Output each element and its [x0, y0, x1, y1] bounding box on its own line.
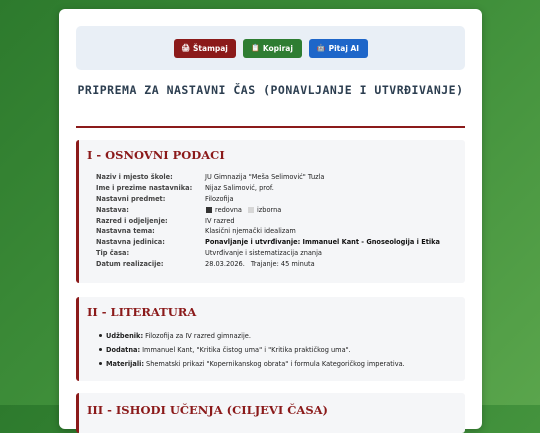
info-label: Nastavna jedinica:	[96, 238, 165, 247]
list-item	[106, 343, 461, 357]
info-row	[96, 194, 456, 205]
item-label: Udžbenik:	[106, 332, 144, 340]
page-title: PRIPREMA ZA NASTAVNI ČAS (PONAVLJANJE I UTVRĐIVANJE)	[77, 83, 464, 97]
print-button[interactable]	[174, 39, 236, 58]
ask-ai-button-label: Pitaj AI	[328, 43, 360, 53]
info-row	[96, 215, 456, 226]
item-text: Immanuel Kant, "Kritika čistog uma" i "Kritika praktičkog uma".	[142, 346, 351, 354]
date-duration-value	[205, 260, 315, 268]
info-value: Klasični njemački idealizam	[205, 227, 296, 236]
duration-value: Trajanje: 45 minuta	[250, 259, 315, 268]
info-row	[96, 226, 456, 237]
section-title: I - OSNOVNI PODACI	[87, 148, 225, 162]
item-text: Shematski prikazi "Kopernikanskog obrata" i formula Kategoričkog imperativa.	[146, 360, 405, 368]
info-row	[96, 258, 456, 269]
info-label: Ime i prezime nastavnika:	[96, 184, 193, 193]
list-item	[106, 357, 461, 371]
title-divider	[76, 126, 465, 128]
info-label: Datum realizacije:	[96, 259, 164, 268]
list-item	[106, 329, 461, 343]
info-row	[96, 172, 456, 183]
info-row	[96, 237, 456, 248]
info-label: Nastavna tema:	[96, 227, 155, 236]
document-page	[59, 9, 482, 429]
item-text: Filozofija za IV razred gimnazije.	[145, 332, 251, 340]
item-label: Materijali:	[106, 360, 145, 368]
info-row	[96, 204, 456, 215]
toolbar	[76, 26, 465, 70]
section-title: II - LITERATURA	[87, 305, 197, 319]
robot-icon: 🤖	[316, 43, 326, 52]
date-value: 28.03.2026.	[205, 259, 245, 268]
info-row	[96, 183, 456, 194]
info-label: Tip časa:	[96, 248, 130, 257]
info-value: Utvrđivanje i sistematizacija znanja	[205, 248, 322, 257]
section-learning-outcomes	[76, 393, 465, 433]
section-title: III - ISHODI UČENJA (CILJEVI ČASA)	[87, 403, 328, 417]
info-table	[96, 172, 456, 269]
literature-list	[106, 329, 461, 371]
info-value: Filozofija	[205, 194, 234, 203]
info-value: Nijaz Salimović, prof.	[205, 184, 274, 193]
item-label: Dodatna:	[106, 346, 141, 354]
copy-button[interactable]	[243, 39, 302, 58]
info-value: IV razred	[205, 216, 235, 225]
ask-ai-button[interactable]	[309, 39, 368, 58]
option-izborna: izborna	[256, 205, 282, 214]
print-button-label: Štampaj	[193, 43, 228, 53]
section-literature	[76, 297, 465, 381]
info-label: Naziv i mjesto škole:	[96, 173, 173, 182]
info-label: Nastava:	[96, 205, 129, 214]
info-value: Ponavljanje i utvrđivanje: Immanuel Kant - Gnoseologija i Etika	[205, 238, 440, 247]
copy-button-label: Kopiraj	[262, 43, 293, 53]
info-row	[96, 248, 456, 259]
teaching-type-options	[205, 206, 281, 214]
printer-icon: 🖨	[181, 43, 191, 52]
info-label: Razred i odjeljenje:	[96, 216, 168, 225]
info-value: JU Gimnazija "Meša Selimović" Tuzla	[205, 173, 325, 182]
checkbox-checked-icon	[206, 207, 212, 213]
checkbox-unchecked-icon	[248, 207, 254, 213]
section-basic-info	[76, 140, 465, 283]
option-redovna: redovna	[215, 205, 242, 214]
clipboard-icon: 📋	[251, 43, 260, 52]
info-label: Nastavni predmet:	[96, 194, 166, 203]
